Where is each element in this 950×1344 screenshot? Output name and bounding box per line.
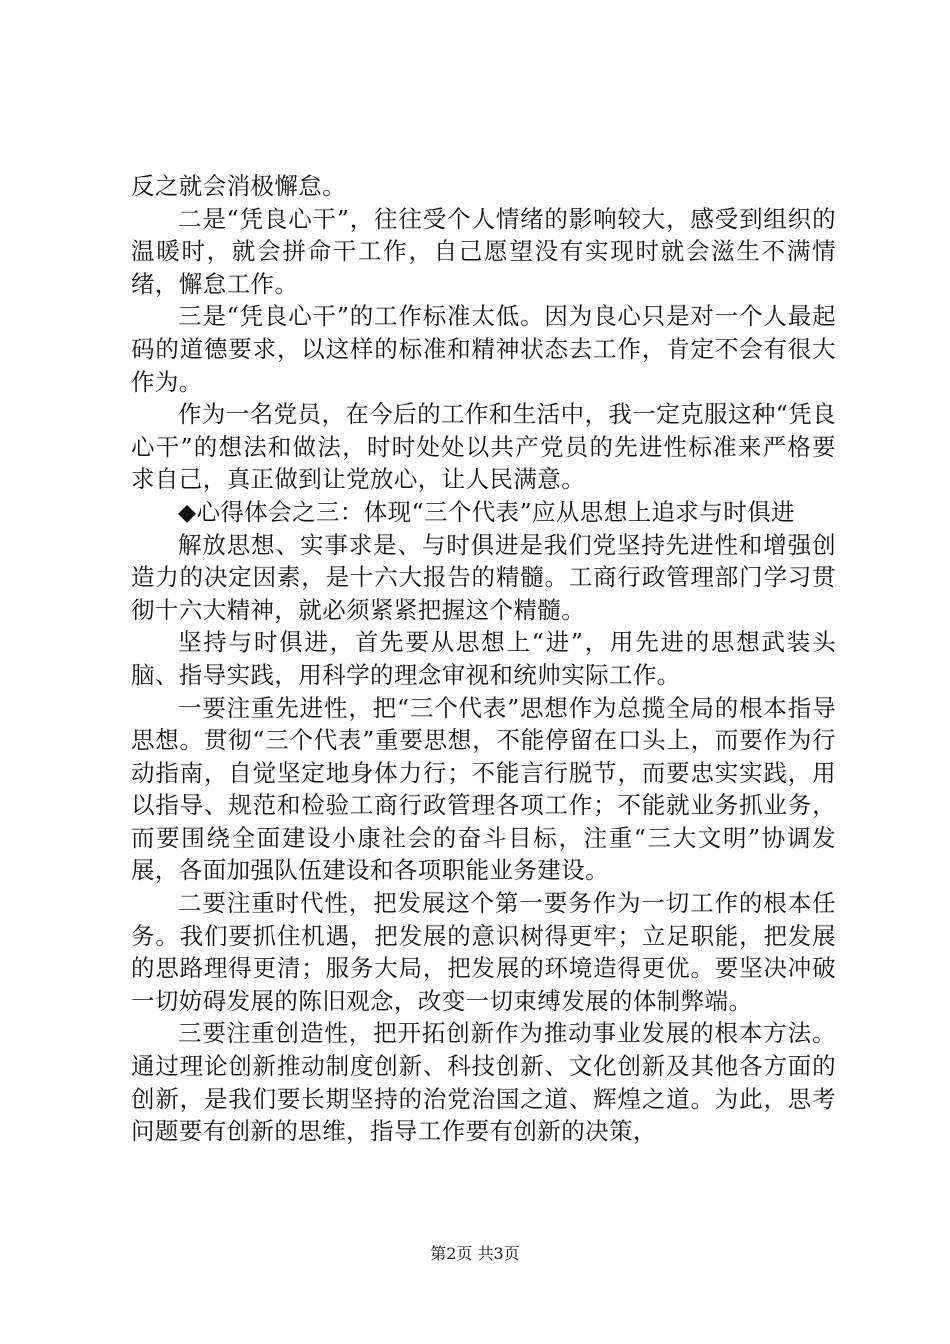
paragraph-1: 反之就会消极懈怠。 xyxy=(131,172,347,200)
paragraph-8: 二要注重时代性，把发展这个第一要务作为一切工作的根本任务。我们要抓住机遇，把发展的意识树得更牢；立足职能，把发展的思路理得更清；服务大局，把发展的环境造得更优。要坚决冲破一切妨碍发展的陈旧观念，改变一切束缚发展的体制弊端。 xyxy=(131,889,836,1015)
paragraph-2: 二是“凭良心干”，往往受个人情绪的影响较大，感受到组织的温暖时，就会拼命干工作，自己愿望没有实现时就会滋生不满情绪，懈怠工作。 xyxy=(131,204,836,298)
document-body xyxy=(131,170,836,1148)
section-heading: ◆心得体会之三：体现“三个代表”应从思想上追求与时俱进 xyxy=(178,497,795,526)
paragraph-4: 作为一名党员，在今后的工作和生活中，我一定克服这种“凭良心干”的想法和做法，时时处处以共产党员的先进性标准来严格要求自己，真正做到让党放心，让人民满意。 xyxy=(131,400,836,494)
paragraph-5: 解放思想、实事求是、与时俱进是我们党坚持先进性和增强创造力的决定因素，是十六大报告的精髓。工商行政管理部门学习贯彻十六大精神，就必须紧紧把握这个精髓。 xyxy=(131,530,836,624)
paragraph-9: 三要注重创造性，把开拓创新作为推动事业发展的根本方法。通过理论创新推动制度创新、科技创新、文化创新及其他各方面的创新，是我们要长期坚持的治党治国之道、辉煌之道。为此，思考问题要有创新的思维，指导工作要有创新的决策， xyxy=(131,1019,836,1146)
paragraph-6: 坚持与时俱进，首先要从思想上“进”，用先进的思想武装头脑、指导实践，用科学的理念审视和统帅实际工作。 xyxy=(131,628,836,689)
paragraph-7: 一要注重先进性，把“三个代表”思想作为总揽全局的根本指导思想。贯彻“三个代表”重要思想，不能停留在口头上，而要作为行动指南，自觉坚定地身体力行；不能言行脱节，而要忠实实践，用以指导、规范和检验工商行政管理各项工作；不能就业务抓业务，而要围绕全面建设小康社会的奋斗目标，注重“三大文明”协调发展，各面加强队伍建设和各项职能业务建设。 xyxy=(131,693,836,885)
paragraph-3: 三是“凭良心干”的工作标准太低。因为良心只是对一个人最起码的道德要求，以这样的标准和精神状态去工作，肯定不会有很大作为。 xyxy=(131,302,836,396)
page-footer: 第2页 共3页 xyxy=(430,1244,520,1263)
